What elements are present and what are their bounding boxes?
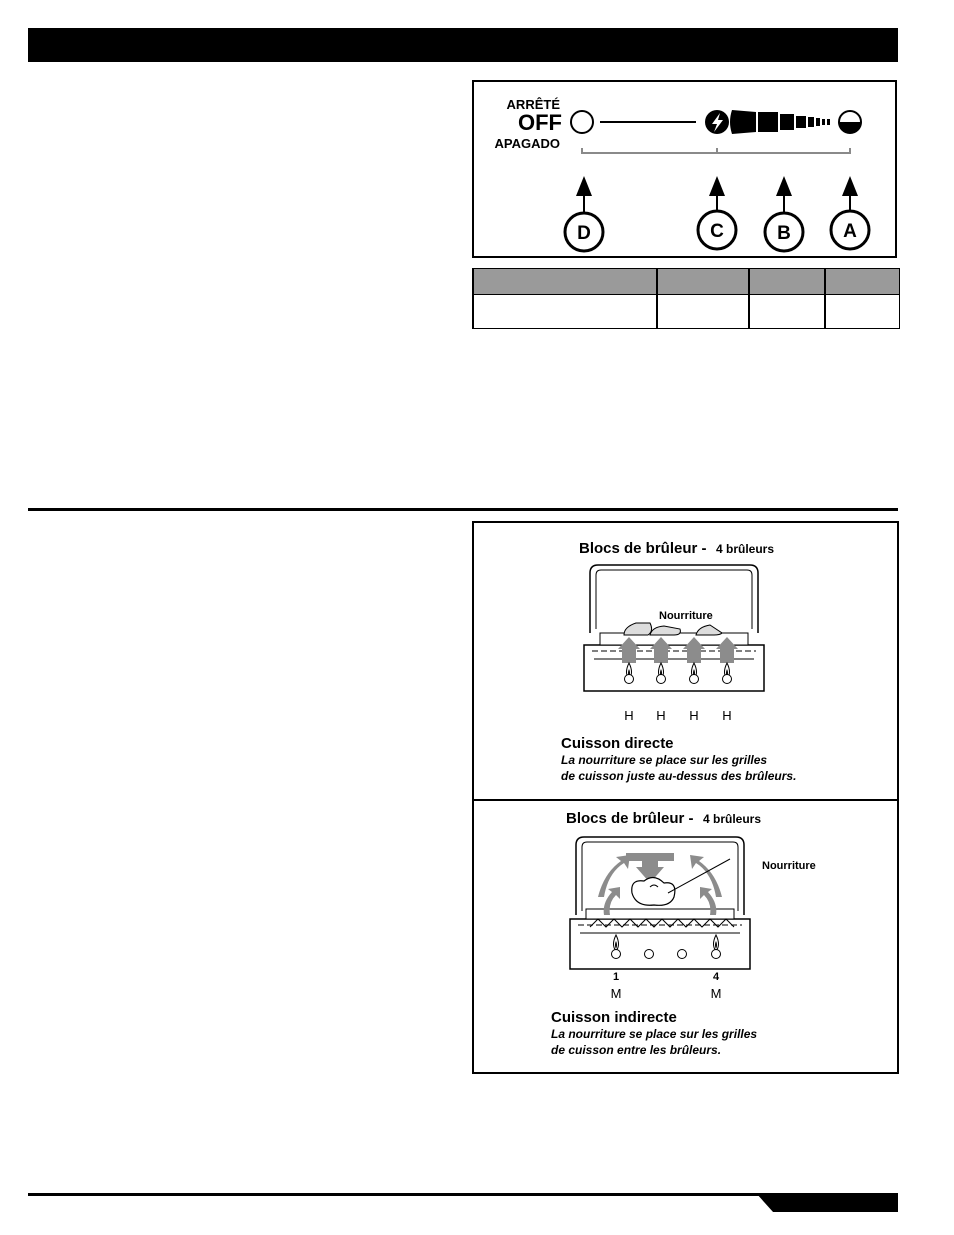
burner-setting: M (610, 986, 622, 1001)
direct-header-main: Blocs de brûleur - (579, 540, 707, 557)
table-cell (657, 295, 749, 329)
section-divider (28, 508, 898, 511)
indirect-description-line-1: La nourriture se place sur les grilles (551, 1027, 758, 1041)
direct-description-line-2: de cuisson juste au-dessus des brûleurs. (561, 769, 797, 783)
header-bar (28, 28, 898, 62)
off-label-en: OFF (518, 110, 562, 135)
burner-number: 1 (612, 971, 620, 983)
table-header-cell (825, 269, 899, 295)
burner-setting: H (722, 708, 732, 723)
marker-a-letter: A (843, 221, 857, 242)
table-cell (825, 295, 899, 329)
table-header-cell (657, 269, 749, 295)
direct-cooking-title: Cuisson directe (561, 735, 674, 752)
setting-table (472, 268, 900, 329)
marker-b-letter: B (777, 223, 791, 244)
burner-setting: H (689, 708, 699, 723)
flame-intensity-bar (730, 110, 830, 134)
burner-setting: M (710, 986, 722, 1001)
grill-lid (590, 565, 758, 633)
burner-number: 4 (712, 971, 720, 983)
grill-body (584, 645, 764, 691)
indirect-header-sub: 4 brûleurs (703, 812, 762, 826)
table-header-cell (473, 269, 657, 295)
indirect-cooking-title: Cuisson indirecte (551, 1009, 677, 1026)
table-cell (473, 295, 657, 329)
direct-food-label: Nourriture (659, 610, 713, 622)
off-position-icon (571, 111, 593, 133)
marker-c-letter: C (710, 221, 724, 242)
knob-diagram (474, 82, 899, 260)
table-cell (749, 295, 825, 329)
direct-header-sub: 4 brûleurs (716, 542, 775, 556)
burner-setting: H (624, 708, 634, 723)
table-header-row (473, 269, 899, 295)
page-number-tab (756, 1193, 898, 1212)
knob-diagram-panel (472, 80, 897, 258)
burner-diagram-panel (472, 521, 899, 1074)
indirect-description-line-2: de cuisson entre les brûleurs. (551, 1043, 722, 1057)
off-label-es: APAGADO (494, 136, 560, 151)
off-label-fr: ARRÊTÉ (506, 97, 560, 112)
burner-setting: H (656, 708, 666, 723)
burner-panel-divider (474, 799, 897, 801)
table-header-cell (749, 269, 825, 295)
indirect-cooking-diagram (551, 810, 816, 1057)
marker-d-letter: D (577, 223, 591, 244)
direct-description-line-1: La nourriture se place sur les grilles (561, 753, 768, 767)
direct-cooking-diagram (561, 540, 796, 783)
grill-body (570, 919, 750, 969)
indirect-food-label: Nourriture (762, 860, 816, 872)
indirect-header-main: Blocs de brûleur - (566, 810, 694, 827)
table-row (473, 295, 899, 329)
